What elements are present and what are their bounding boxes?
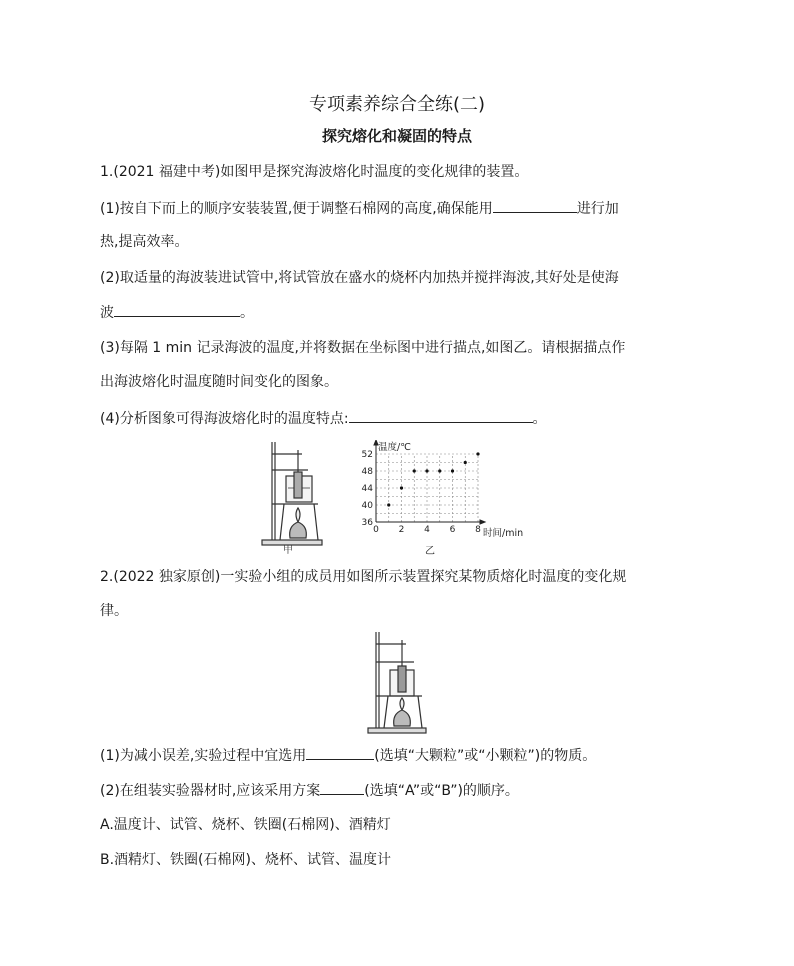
- q2-part2-text: (2)在组装实验器材时,应该采用方案: [100, 783, 321, 799]
- temperature-time-chart: [352, 440, 532, 556]
- q1-stem: 1.(2021 福建中考)如图甲是探究海波熔化时温度的变化规律的装置。: [100, 164, 529, 180]
- chart-y-tick-label: 44: [361, 484, 373, 494]
- chart-x-tick-label: 0: [373, 525, 379, 535]
- chart-x-tick-label: 8: [475, 525, 481, 535]
- q2-stem-line2: 律。: [100, 603, 128, 619]
- chart-data-point: [387, 503, 390, 506]
- q2-option-b: B.酒精灯、铁圈(石棉网)、烧杯、试管、温度计: [100, 852, 391, 868]
- q1-part1-text: (1)按自下而上的顺序安装装置,便于调整石棉网的高度,确保能用: [100, 201, 493, 217]
- apparatus-figure-q2: [366, 628, 428, 738]
- figure-yi-label: 乙: [425, 546, 435, 556]
- q1-part4-line: [100, 408, 700, 429]
- q2-part2-line: [100, 780, 700, 801]
- q2-option-a: A.温度计、试管、烧杯、铁圈(石棉网)、酒精灯: [100, 817, 391, 833]
- q2-part2-answer-blank[interactable]: [320, 780, 364, 795]
- q1-part4-answer-blank[interactable]: [349, 408, 533, 423]
- chart-data-point: [476, 452, 479, 455]
- q1-part1-answer-blank[interactable]: [493, 198, 577, 213]
- q1-part3-line1: (3)每隔 1 min 记录海波的温度,并将数据在坐标图中进行描点,如图乙。请根据描点作: [100, 340, 626, 356]
- q1-part2-line2: [100, 302, 700, 323]
- q2-part1-line: [100, 745, 700, 766]
- q1-part1-line2: 热,提高效率。: [100, 234, 189, 250]
- chart-x-tick-label: 6: [449, 525, 456, 535]
- q1-part4-text: (4)分析图象可得海波熔化时的温度特点:: [100, 411, 349, 427]
- chart-data-point: [464, 461, 467, 464]
- chart-y-tick-label: 36: [361, 518, 373, 528]
- q1-part2-answer-blank[interactable]: [114, 302, 240, 317]
- q2-part1-answer-blank[interactable]: [306, 745, 374, 760]
- q2-part1-text-end: (选填“大颗粒”或“小颗粒”)的物质。: [374, 748, 597, 764]
- chart-grid: [376, 454, 478, 522]
- page-title: 专项素养综合全练(二): [308, 94, 486, 115]
- page-subtitle: 探究熔化和凝固的特点: [321, 127, 472, 145]
- chart-ylabel: 温度/℃: [378, 442, 411, 453]
- chart-data-point: [413, 469, 416, 472]
- q1-part1-line1: [100, 198, 700, 219]
- q2-stem-line1: 2.(2022 独家原创)一实验小组的成员用如图所示装置探究某物质熔化时温度的变化规: [100, 569, 627, 585]
- figure-jia-label: 甲: [283, 545, 293, 554]
- chart-data-point: [425, 469, 428, 472]
- chart-data-point: [438, 469, 441, 472]
- apparatus-figure-jia: [258, 436, 328, 554]
- chart-xlabel: 时间/min: [483, 528, 524, 539]
- chart-y-tick-label: 40: [361, 501, 373, 511]
- q2-part1-text: (1)为减小误差,实验过程中宜选用: [100, 748, 307, 764]
- q2-part2-text-end: (选填“A”或“B”)的顺序。: [364, 783, 519, 799]
- q1-part1-text-end: 进行加: [576, 201, 619, 217]
- q1-part2-period: 。: [240, 305, 254, 321]
- q1-part3-line2: 出海波熔化时温度随时间变化的图象。: [100, 374, 338, 390]
- chart-data-point: [400, 486, 403, 489]
- chart-x-tick-label: 2: [398, 525, 405, 535]
- chart-data-point: [451, 469, 454, 472]
- q1-part4-period: 。: [532, 411, 547, 427]
- q1-part2-line1: (2)取适量的海波装进试管中,将试管放在盛水的烧杯内加热并搅拌海波,其好处是使海: [100, 270, 619, 286]
- q1-part2-text: 波: [100, 305, 114, 321]
- chart-x-tick-label: 4: [424, 525, 430, 535]
- chart-y-tick-label: 52: [361, 450, 373, 460]
- chart-y-tick-label: 48: [361, 467, 373, 477]
